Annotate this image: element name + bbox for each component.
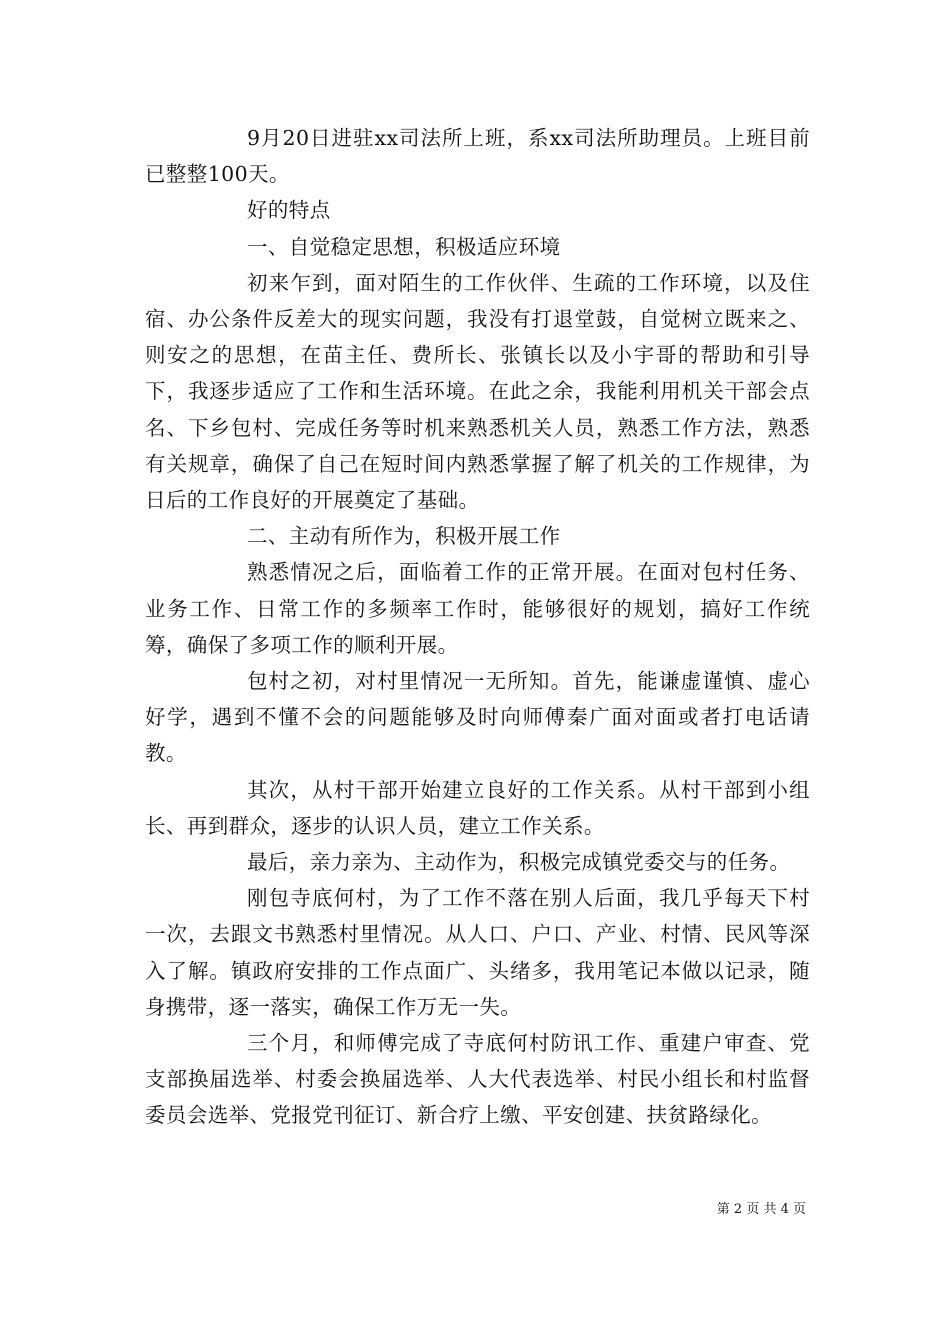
paragraph-adapt-environment: 初来乍到，面对陌生的工作伙伴、生疏的工作环境，以及住宿、办公条件反差大的现实问题，我没有打退堂鼓，自觉树立既来之、则安之的思想，在苗主任、费所长、张镇长以及小宇哥的帮助和引导下，我逐步适应了工作和生活环境。在此之余，我能利用机关干部会点名、下乡包村、完成任务等时机来熟悉机关人员，熟悉工作方法，熟悉有关规章，确保了自己在短时间内熟悉掌握了解了机关的工作规律，为日后的工作良好的开展奠定了基础。 bbox=[145, 270, 810, 513]
section-heading-1: 一、自觉稳定思想，积极适应环境 bbox=[247, 234, 561, 259]
section-heading-2: 二、主动有所作为，积极开展工作 bbox=[247, 524, 561, 549]
document-body bbox=[145, 120, 810, 1134]
paragraph-village-second: 其次，从村干部开始建立良好的工作关系。从村干部到小组长、再到群众，逐步的认识人员，建立工作关系。 bbox=[145, 777, 810, 838]
paragraph-village-visits: 刚包寺底何村，为了工作不落在别人后面，我几乎每天下村一次，去跟文书熟悉村里情况。从人口、户口、产业、村情、民风等深入了解。镇政府安排的工作点面广、头绪多，我用笔记本做以记录，随身携带，逐一落实，确保工作万无一失。 bbox=[145, 886, 810, 1019]
paragraph-village-first: 包村之初，对村里情况一无所知。首先，能谦虚谨慎、虚心好学，遇到不懂不会的问题能够及时向师傅秦广面对面或者打电话请教。 bbox=[145, 669, 810, 766]
paragraph-intro: 9月20日进驻xx司法所上班，系xx司法所助理员。上班目前已整整100天。 bbox=[145, 126, 810, 187]
paragraph-heading-features: 好的特点 bbox=[247, 198, 331, 223]
paragraph-work-overview: 熟悉情况之后，面临着工作的正常开展。在面对包村任务、业务工作、日常工作的多频率工作时，能够很好的规划，搞好工作统筹，确保了多项工作的顺利开展。 bbox=[145, 560, 810, 657]
paragraph-three-months: 三个月，和师傅完成了寺底何村防讯工作、重建户审查、党支部换届选举、村委会换届选举、人大代表选举、村民小组长和村监督委员会选举、党报党刊征订、新合疗上缴、平安创建、扶贫路绿化。 bbox=[145, 1031, 810, 1128]
page-number-footer: 第 2 页 共 4 页 bbox=[716, 1202, 806, 1217]
paragraph-village-last: 最后，亲力亲为、主动作为，积极完成镇党委交与的任务。 bbox=[247, 850, 791, 875]
